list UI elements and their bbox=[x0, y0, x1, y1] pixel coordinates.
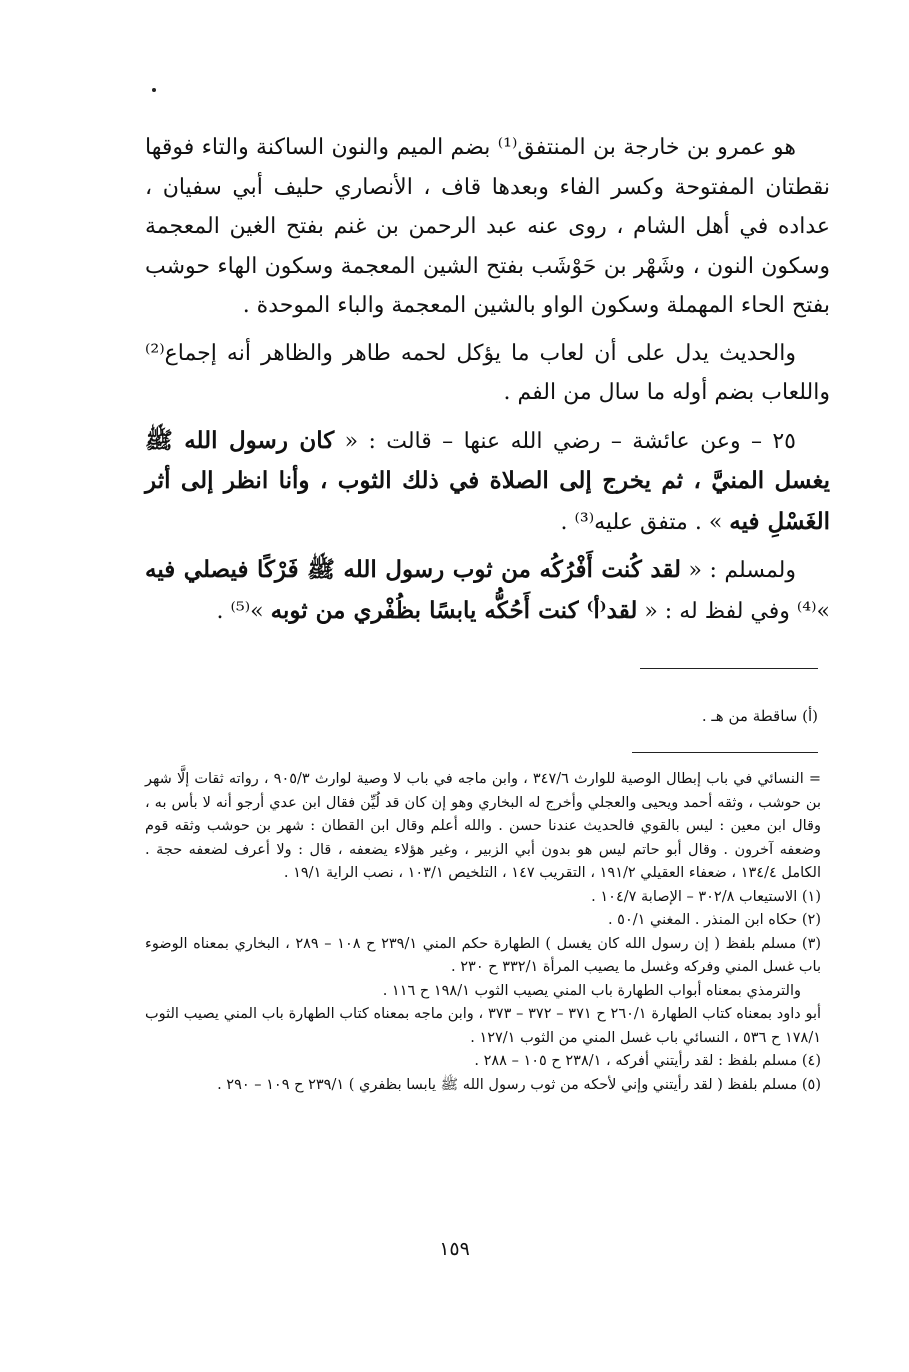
muslim-narration bbox=[145, 550, 830, 631]
paragraph-1: هو عمرو بن خارجة بن المنتفق⁽¹⁾ بضم الميم والنون الساكنة والتاء فوقها نقطتان المفتوحة وكسر الفاء وبعدها قاف ، الأنصاري حليف أبي سفيان ، عداده في أهل الشام ، روى عنه عبد الرحمن بن غنم بفتح الغين المعجمة وسكون النون ، وشَهْر بن حَوْشَب بفتح الشين المعجمة وسكون الهاء حوشب بفتح الحاء المهملة وسكون الواو بالشين المعجمة والباء الموحدة . bbox=[145, 135, 830, 318]
footnote-3-tirmidhi: والترمذي بمعناه أبواب الطهارة باب المني يصيب الثوب ١٩٨/١ ح ١١٦ . bbox=[382, 982, 801, 999]
divider-1 bbox=[640, 668, 818, 669]
hadith-25 bbox=[145, 421, 830, 543]
muslim-suffix: »⁽⁵⁾ . bbox=[216, 598, 271, 624]
footnote-2: (٢) حكاه ابن المنذر . المغني ٥٠/١ . bbox=[607, 912, 821, 928]
footnote-continuation: = النسائي في باب إبطال الوصية للوارث ٣٤٧/٦ ، وابن ماجه في باب لا وصية لوارث ٩٠٥/٣ ، رواته ثقات إلَّا شهر بن حوشب ، وثقه أحمد ويحيى والعجلي وأخرج له البخاري وهو إن كان قد لُيِّن فقال ابن عدي أرجو أنه لا بأس به ، وقال ابن معين : ليس بالقوي فالحديث عندنا حسن . والله أعلم وقال ابن القطان : شهر بن حوشب وثقه قوم وضعفه آخرون . وقال أبو حاتم ليس هو بدون أبي الزبير ، وغير هؤلاء يضعفه ، قال : ولا أعرف لضعفه حجة . الكامل ١٣٤/٤ ، ضعفاء العقيلي ١٩١/٢ ، التقريب ١٤٧ ، التلخيص ١٠٣/١ ، نصب الراية ١٩/١ . bbox=[145, 771, 821, 881]
footnote-3-abudawud: أبو داود بمعناه كتاب الطهارة ٢٦٠/١ ح ٣٧١ – ٣٧٢ – ٣٧٣ ، وابن ماجه بمعناه كتاب الطهارة باب المني يصيب الثوب ١٧٨/١ ح ٥٣٦ ، النسائي باب غسل المني من الثوب ١٢٧/١ . bbox=[145, 1006, 822, 1046]
page-mark bbox=[152, 88, 156, 92]
footnote-5: (٥) مسلم بلفظ ( لقد رأيتني وإني لأحكه من ثوب رسول الله ﷺ يابسا بظفري ) ٢٣٩/١ ح ١٠٩ – ٢٩٠ . bbox=[217, 1076, 821, 1093]
main-text bbox=[145, 128, 830, 631]
footnote-1: (١) الاستيعاب ٣٠٢/٨ – الإصابة ١٠٤/٧ . bbox=[591, 888, 821, 905]
hadith-text: كان رسول الله ﷺ يغسل المنيَّ ، ثم يخرج إلى الصلاة في ذلك الثوب ، وأنا انظر إلى أثر الغَسْلِ فيه bbox=[145, 426, 830, 535]
divider-2 bbox=[632, 752, 818, 753]
muslim-mid: »⁽⁴⁾ وفي لفظ له : « bbox=[637, 598, 830, 624]
footnotes bbox=[145, 768, 821, 1097]
muslim-text-2: لقد⁽أ⁾ كنت أَحُكُّه يابسًا بظُفْري من ثوبه bbox=[270, 596, 638, 624]
footnote-4: (٤) مسلم بلفظ : لقد رأيتني أفركه ، ٢٣٨/١ ح ١٠٥ – ٢٨٨ . bbox=[474, 1053, 821, 1069]
muslim-text: لقد كُنت أَفْرُكُه من ثوب رسول الله ﷺ فَرْكًا فيصلي فيه bbox=[145, 556, 682, 583]
hadith-suffix: » . متفق عليه⁽³⁾ . bbox=[560, 509, 730, 535]
footnote-3: (٣) مسلم بلفظ ( إن رسول الله كان يغسل ) الطهارة حكم المني ٢٣٩/١ ح ١٠٨ – ٢٨٩ ، البخاري بمعناه الوضوء باب غسل المني وفركه وغسل ما يصيب المرأة ٣٣٢/١ ح ٢٣٠ . bbox=[145, 935, 822, 975]
variant-note: (أ) ساقطة من هـ . bbox=[701, 707, 818, 725]
paragraph-2: والحديث يدل على أن لعاب ما يؤكل لحمه طاهر والظاهر أنه إجماع⁽²⁾ واللعاب بضم أوله ما سال من الفم . bbox=[145, 340, 830, 405]
page-number: ١٥٩ bbox=[439, 1238, 470, 1260]
hadith-prefix: ٢٥ – وعن عائشة – رضي الله عنها – قالت : « bbox=[334, 428, 796, 454]
muslim-prefix: ولمسلم : « bbox=[681, 558, 796, 583]
